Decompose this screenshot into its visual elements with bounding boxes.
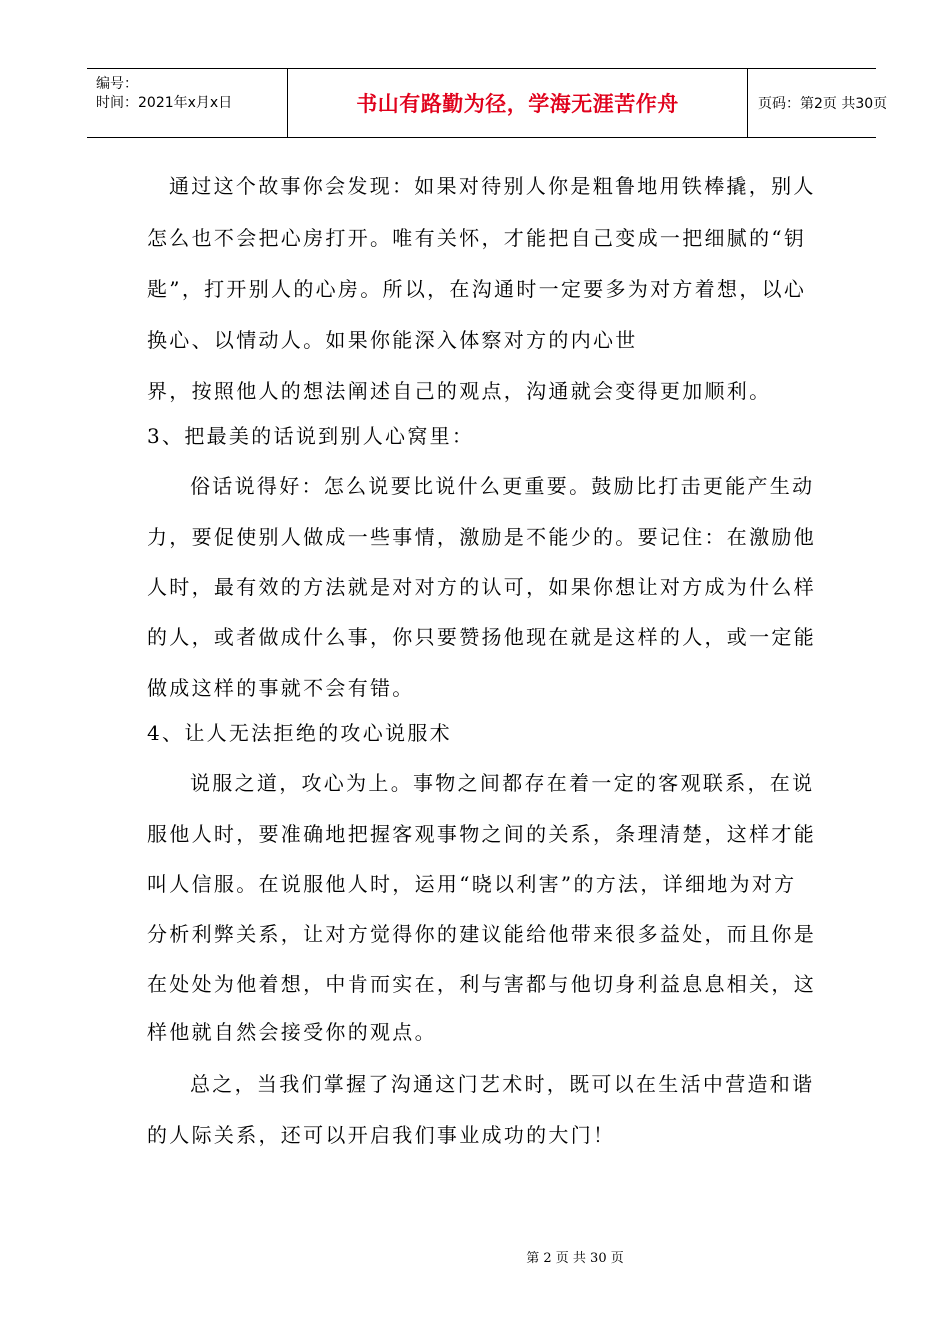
body-line: 分析利弊关系，让对方觉得你的建议能给他带来很多益处，而且你是 bbox=[147, 922, 816, 946]
header-meta bbox=[87, 69, 287, 137]
body-line: 力，要促使别人做成一些事情，激励是不能少的。要记住：在激励他 bbox=[147, 525, 816, 549]
body-line: 样他就自然会接受你的观点。 bbox=[147, 1020, 437, 1044]
header-motto: 书山有路勤为径，学海无涯苦作舟 bbox=[356, 92, 679, 116]
section-heading: 4、让人无法拒绝的攻心说服术 bbox=[147, 721, 452, 745]
body-line: 的人际关系，还可以开启我们事业成功的大门！ bbox=[147, 1123, 616, 1147]
document-number-label: 编号： bbox=[96, 76, 138, 92]
document-time-label: 时间：2021年x月x日 bbox=[96, 95, 233, 111]
body-line: 通过这个故事你会发现：如果对待别人你是粗鲁地用铁棒撬，别人 bbox=[169, 174, 816, 198]
body-line: 叫人信服。在说服他人时，运用“晓以利害”的方法，详细地为对方 bbox=[147, 872, 797, 896]
header-motto-cell bbox=[287, 69, 748, 137]
body-line: 界，按照他人的想法阐述自己的观点，沟通就会变得更加顺利。 bbox=[147, 379, 772, 403]
body-line: 匙”，打开别人的心房。所以，在沟通时一定要多为对方着想，以心 bbox=[147, 277, 807, 301]
footer-page-number: 第 2 页 共 30 页 bbox=[526, 1251, 624, 1266]
section-heading: 3、把最美的话说到别人心窝里： bbox=[147, 424, 475, 448]
body-line: 在处处为他着想，中肯而实在，利与害都与他切身利益息息相关，这 bbox=[147, 972, 816, 996]
body-line: 换心、以情动人。如果你能深入体察对方的内心世 bbox=[147, 328, 638, 352]
body-line: 总之，当我们掌握了沟通这门艺术时，既可以在生活中营造和谐 bbox=[190, 1072, 815, 1096]
body-line: 怎么也不会把心房打开。唯有关怀，才能把自己变成一把细腻的“钥 bbox=[147, 226, 807, 250]
body-line: 服他人时，要准确地把握客观事物之间的关系，条理清楚，这样才能 bbox=[147, 822, 816, 846]
body-line: 的人，或者做成什么事，你只要赞扬他现在就是这样的人，或一定能 bbox=[147, 625, 816, 649]
body-line: 俗话说得好：怎么说要比说什么更重要。鼓励比打击更能产生动 bbox=[190, 474, 815, 498]
header-page-cell bbox=[748, 69, 888, 137]
body-line: 人时，最有效的方法就是对对方的认可，如果你想让对方成为什么样 bbox=[147, 575, 816, 599]
body-line: 做成这样的事就不会有错。 bbox=[147, 676, 415, 700]
body-line: 说服之道，攻心为上。事物之间都存在着一定的客观联系，在说 bbox=[190, 771, 815, 795]
header-page-code: 页码：第2页 共30页 bbox=[758, 96, 888, 112]
page-footer bbox=[0, 1247, 950, 1266]
document-header bbox=[87, 68, 888, 138]
